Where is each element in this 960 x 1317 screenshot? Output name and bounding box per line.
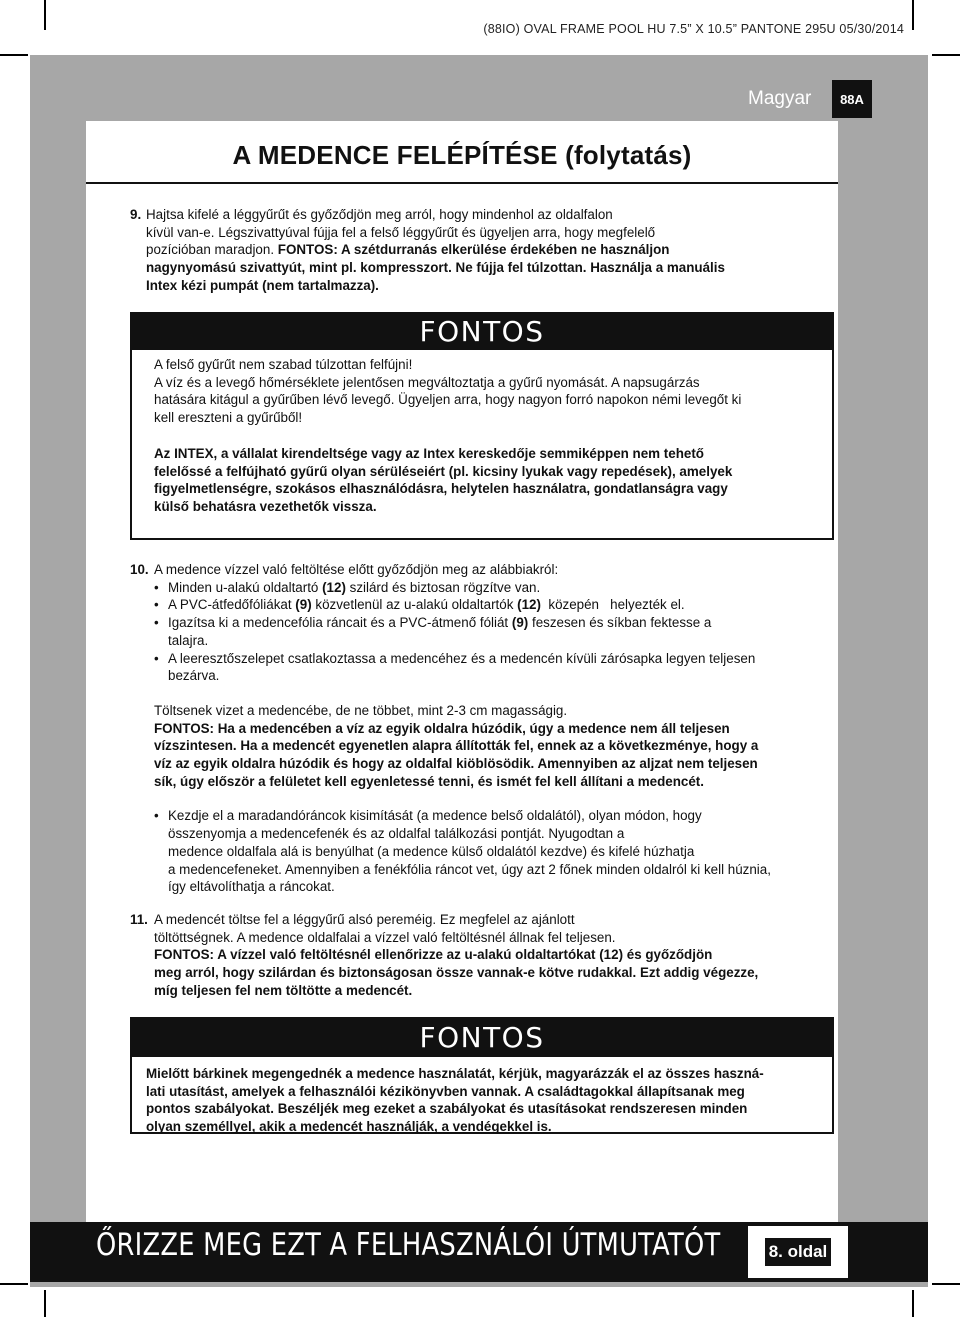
item-text: szilárd és biztosan rögzítve van.: [345, 579, 541, 595]
crop-mark: [44, 1290, 46, 1317]
step-text: töltöttségnek. A medence oldalfalai a vízzel való feltöltésnél állnak fel teljesen.: [154, 929, 616, 945]
warning-text: míg teljesen fel nem töltötte a medencét.: [154, 982, 413, 998]
notice-heading: FONTOS: [132, 314, 832, 350]
part-ref: (12): [517, 597, 541, 613]
footer-title: ŐRIZZE MEG EZT A FELHASZNÁLÓI ÚTMUTATÓT: [96, 1227, 721, 1263]
disclaimer-text: Az INTEX, a vállalat kirendeltsége vagy az Intex kereskedője semmiképpen nem tehető: [154, 445, 704, 461]
important-notice: [130, 1017, 834, 1134]
item-text: Minden u-alakú oldaltartó: [168, 579, 323, 595]
warning-text: Intex kézi pumpát (nem tartalmazza).: [146, 277, 379, 293]
crop-mark: [932, 54, 960, 56]
disclaimer-text: külső behatásra vezethetők vissza.: [154, 498, 377, 514]
part-ref: (9): [295, 597, 312, 613]
notice-text: A víz és a levegő hőmérséklete jelentősen megváltoztatja a gyűrű nyomását. A napsugárzás: [154, 374, 700, 390]
item-continuation: bezárva.: [168, 668, 220, 684]
notice-body: [132, 350, 832, 516]
item-continuation: így eltávolíthatja a ráncokat.: [168, 879, 335, 895]
step-number: 11.: [130, 912, 148, 927]
crop-mark: [912, 0, 914, 30]
warning-text: nagynyomású szivattyút, mint pl. kompresszort. Ne fújja fel túlzottan. Használja a manuális: [146, 260, 725, 276]
notice-heading: FONTOS: [132, 1019, 832, 1057]
checklist-item: [130, 650, 830, 668]
notice-text: lati utasítást, amelyek a felhasználói kézikönyvben vannak. A családtagokkal állapítsanak meg: [146, 1083, 745, 1099]
crop-mark: [0, 54, 28, 56]
checklist-item: [130, 614, 830, 632]
item-text: közepén helyezték el.: [540, 597, 685, 613]
warning-text: sík, úgy először a felületet kell egyenletessé tenni, és ismét fel kell állítani a medencét.: [154, 773, 704, 789]
crop-mark: [0, 1283, 28, 1285]
step-text-inline: pozícióban maradjon.: [146, 242, 275, 258]
part-ref: (12): [322, 579, 346, 595]
page-number: [748, 1226, 848, 1278]
print-info: (88IO) OVAL FRAME POOL HU 7.5” X 10.5” PANTONE 295U 05/30/2014: [483, 22, 904, 36]
step-number: 10.: [130, 562, 149, 577]
step-text: Hajtsa kifelé a léggyűrűt és győződjön meg arról, hogy mindenhol az oldalfalon: [146, 207, 613, 222]
notice-text: kell ereszteni a gyűrűből!: [154, 410, 303, 426]
item-continuation: összenyomja a medencefenék és az oldalfal találkozási pontját. Nyugodtan a: [168, 826, 625, 842]
notice-text: pontos szabályokat. Beszéljék meg ezeket a szabályokat és utasításokat rendszeresen minden: [146, 1101, 748, 1117]
step-number: 9.: [130, 207, 142, 222]
crop-mark: [912, 1290, 914, 1317]
notice-text: hatására kitágul a gyűrűben lévő levegő. Ügyeljen arra, hogy nagyon forró napokon némi levegőt ki: [154, 392, 742, 408]
crop-mark: [932, 1283, 960, 1285]
warning-text: FONTOS: A vízzel való feltöltésnél ellenőrizze az u-alakú oldaltartókat (12) és győződjön: [154, 947, 713, 963]
step-text: kívül van-e. Légszivattyúval fújja fel a felső léggyűrűt és ügyeljen arra, hogy megfelelő: [146, 224, 656, 240]
step-text: A medencét töltse fel a léggyűrű alsó pereméig. Ez megfelel az ajánlott: [154, 912, 575, 927]
warning-text: FONTOS: Ha a medencében a víz az egyik oldalra húzódik, úgy a medence nem áll teljesen: [154, 720, 730, 736]
step-9: [130, 206, 810, 295]
notice-text: A felső gyűrűt nem szabad túlzottan felfújni!: [154, 357, 413, 372]
language-label: Magyar: [748, 88, 812, 109]
warning-text: víz az egyik oldalra húzódik és hogy az oldalfal kiöblösödik. Amennyiben az aljzat nem teljesen: [154, 756, 758, 772]
page-code-badge: 88A: [832, 80, 872, 118]
notice-body: [132, 1057, 832, 1136]
notice-text: Mielőtt bárkinek megengednék a medence használatát, kérjük, magyarázzák el az összes haszná-: [146, 1066, 764, 1081]
page-number-label: 8. oldal: [765, 1238, 832, 1266]
checklist-item: [130, 596, 830, 614]
fill-instruction: Töltsenek vizet a medencébe, de ne többet, mint 2-3 cm magasságig.: [154, 702, 568, 718]
checklist-item: • Kezdje el a maradandóráncok kisimítását (a medence belső oldalától), olyan módon, hogy: [130, 807, 830, 825]
disclaimer-text: felelőssé a felfújható gyűrű olyan sérüléseiért (pl. kicsiny lyukak vagy repedések), amelyek: [154, 463, 733, 479]
disclaimer-text: figyelmetlenségre, szokásos elhasználódásra, helytelen használatra, gondatlanságra vagy: [154, 481, 728, 497]
item-continuation: talajra.: [168, 632, 209, 648]
part-ref: (9): [511, 615, 529, 631]
item-continuation: a medencefeneket. Amennyiben a fenékfólia ráncot vet, úgy azt 2 főnek minden oldalról ki kell húznia,: [168, 861, 771, 877]
checklist-item: [130, 579, 830, 597]
item-text: közvetlenül az u-alakú oldaltartók: [311, 597, 518, 613]
step-10: [130, 561, 830, 896]
step-text: A medence vízzel való feltöltése előtt győződjön meg az alábbiakról:: [154, 562, 559, 577]
important-notice: [130, 312, 834, 540]
crop-mark: [44, 0, 46, 30]
warning-inline: FONTOS: A szétdurranás elkerülése érdekében ne használjon: [277, 242, 670, 258]
warning-text: meg arról, hogy szilárdan és biztonságosan össze vannak-e kötve rudakkal. Ezt addig végezze,: [154, 965, 759, 981]
item-continuation: medence oldalfala alá is benyúlhat (a medence külső oldalától kezdve) és kifelé húzhatja: [168, 843, 695, 859]
title-divider: [86, 182, 838, 184]
item-text: feszesen és síkban fektesse a: [528, 615, 712, 631]
notice-text: olyan személlyel, akik a medencét használják, a vendégekkel is.: [146, 1119, 552, 1135]
warning-text: vízszintesen. Ha a medencét egyenetlen alapra állították fel, ennek az a következménye, hogy a: [154, 738, 759, 754]
item-text: Igazítsa ki a medencefólia ráncait és a PVC-átmenő fóliát: [168, 615, 512, 631]
page-title: A MEDENCE FELÉPÍTÉSE (folytatás): [232, 140, 692, 170]
item-text: A PVC-átfedőfóliákat: [168, 597, 296, 613]
step-text: [146, 241, 810, 259]
step-11: [130, 911, 820, 1000]
item-text: A leeresztőszelepet csatlakoztassa a medencéhez és a medencén kívüli zárósapka legyen teljesen: [168, 650, 756, 666]
